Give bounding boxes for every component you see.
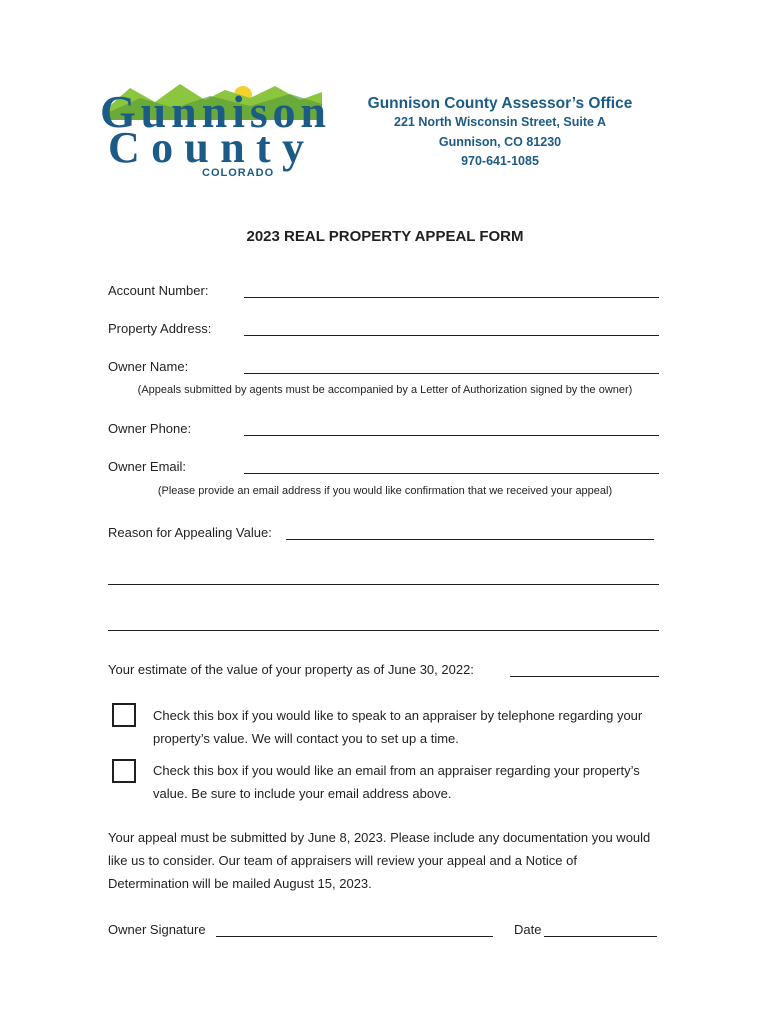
- signature-field[interactable]: [216, 936, 493, 937]
- signature-label: Owner Signature: [108, 922, 206, 937]
- email-note: (Please provide an email address if you would like confirmation that we received your appeal): [157, 485, 613, 497]
- date-label: Date: [514, 922, 542, 937]
- email-contact-checkbox[interactable]: [112, 759, 136, 783]
- reason-field-line3[interactable]: [108, 630, 659, 631]
- owner-name-label: Owner Name:: [108, 359, 189, 374]
- office-address-line2: Gunnison, CO 81230: [438, 134, 562, 149]
- owner-phone-field[interactable]: [244, 435, 659, 436]
- estimate-label: Your estimate of the value of your property as of June 30, 2022:: [108, 662, 474, 677]
- property-address-field[interactable]: [244, 335, 659, 336]
- reason-field-line2[interactable]: [108, 584, 659, 585]
- phone-contact-checkbox[interactable]: [112, 703, 136, 727]
- logo-line1: Gunnison: [100, 86, 326, 137]
- mountain-logo-icon: [100, 80, 330, 180]
- owner-email-field[interactable]: [244, 473, 659, 474]
- owner-phone-label: Owner Phone:: [108, 421, 192, 436]
- office-name: Gunnison County Assessor’s Office: [367, 95, 633, 112]
- estimate-field[interactable]: [510, 676, 659, 677]
- county-logo: [100, 80, 330, 180]
- owner-name-field[interactable]: [244, 373, 659, 374]
- logo-line3: COLORADO: [202, 167, 275, 179]
- owner-email-label: Owner Email:: [108, 459, 187, 474]
- reason-label: Reason for Appealing Value:: [108, 525, 272, 540]
- account-number-field[interactable]: [244, 297, 659, 298]
- office-address-line1: 221 North Wisconsin Street, Suite A: [394, 115, 606, 129]
- phone-contact-text: Check this box if you would like to speak to an appraiser by telephone regarding your property’s value. We will contact you to set up a time.: [153, 708, 643, 746]
- email-contact-text: Check this box if you would like an email from an appraiser regarding your property’s value. Be sure to include your email address above.: [153, 763, 640, 801]
- date-field[interactable]: [544, 936, 657, 937]
- property-address-label: Property Address:: [108, 321, 212, 336]
- office-phone: 970-641-1085: [461, 154, 539, 168]
- logo-line2: County: [108, 123, 304, 172]
- account-number-label: Account Number:: [108, 283, 209, 298]
- agent-note: (Appeals submitted by agents must be accompanied by a Letter of Authorization signed by the owner): [137, 384, 633, 396]
- deadline-paragraph: Your appeal must be submitted by June 8, 2023. Please include any documentation you would like us to consider. Our team of appraisers will review your appeal and a Notice of Determination will be mailed August 15, 2023.: [108, 830, 651, 891]
- reason-field-line1[interactable]: [286, 539, 654, 540]
- office-info: [340, 94, 660, 172]
- form-title: 2023 REAL PROPERTY APPEAL FORM: [246, 228, 524, 245]
